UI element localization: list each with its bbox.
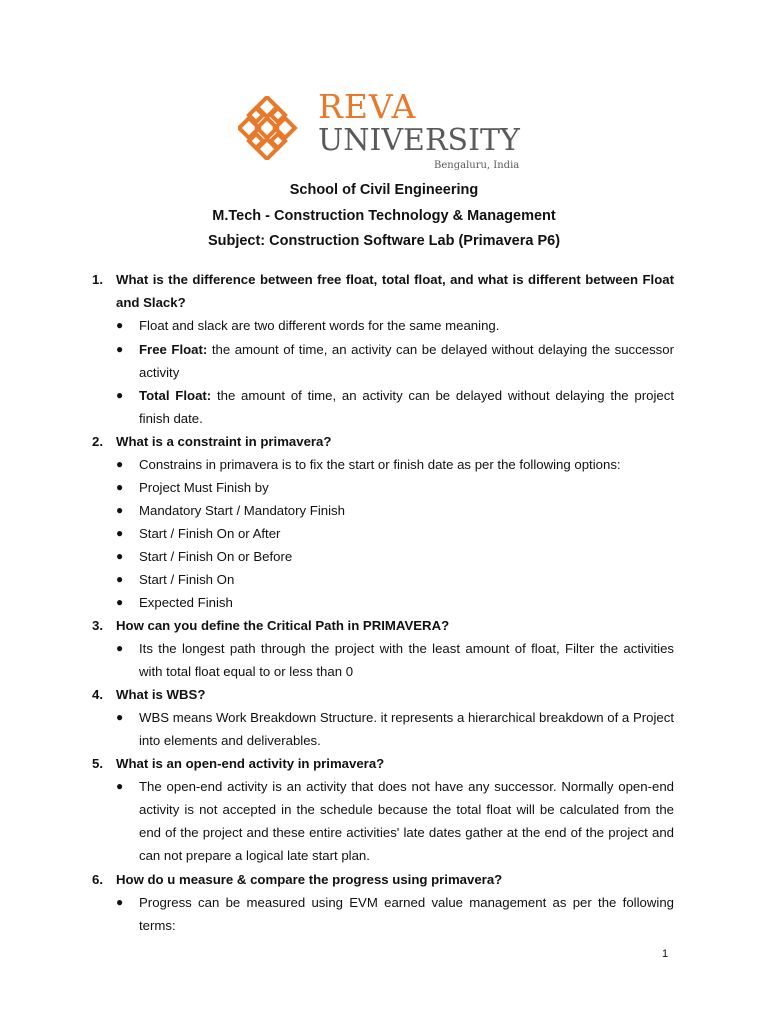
university-logo: [238, 88, 534, 176]
bullet-icon: ●: [116, 388, 124, 402]
list-item: [116, 775, 674, 867]
bullet-icon: ●: [116, 779, 124, 793]
subject-title: Subject: Construction Software Lab (Primavera P6): [207, 233, 561, 249]
bullet-text: the amount of time, an activity can be delayed without delaying the successor activity: [139, 342, 674, 380]
bullet-text: Progress can be measured using EVM earned value management as per the following terms:: [139, 895, 674, 933]
question-5: [92, 752, 674, 775]
question-text: How can you define the Critical Path in PRIMAVERA?: [116, 618, 450, 633]
bullet-icon: ●: [116, 526, 124, 540]
logo-location: Bengaluru, India: [434, 160, 520, 171]
question-text: How do u measure & compare the progress using primavera?: [116, 872, 503, 887]
bullet-icon: ●: [116, 503, 124, 517]
question-text: What is a constraint in primavera?: [116, 434, 332, 449]
list-item: [116, 706, 674, 752]
bullet-text: Expected Finish: [139, 595, 233, 610]
question-1: [92, 268, 674, 314]
bullet-text: Mandatory Start / Mandatory Finish: [139, 503, 345, 518]
bullet-text: Its the longest path through the project with the least amount of float, Filter the activities with total float equal to or less than 0: [139, 641, 674, 679]
bullet-text: Project Must Finish by: [139, 480, 269, 495]
question-2: [92, 430, 674, 453]
bullet-icon: ●: [116, 342, 124, 356]
list-item: [116, 338, 674, 384]
question-number: 6.: [92, 872, 103, 887]
list-item: [116, 891, 674, 937]
page-number: 1: [662, 948, 669, 960]
list-item: [116, 384, 674, 430]
bullet-text: Start / Finish On or Before: [139, 549, 293, 564]
question-number: 3.: [92, 618, 103, 633]
question-number: 1.: [92, 272, 103, 287]
bullet-icon: ●: [116, 595, 124, 609]
list-item: [116, 591, 674, 614]
bullet-icon: ●: [116, 549, 124, 563]
bullet-icon: ●: [116, 457, 124, 471]
question-text: What is WBS?: [116, 687, 206, 702]
bullet-icon: ●: [116, 895, 124, 909]
bullet-text: WBS means Work Breakdown Structure. it represents a hierarchical breakdown of a Project into elements and deliverables.: [139, 710, 674, 748]
school-name: School of Civil Engineering: [289, 182, 479, 198]
bullet-icon: ●: [116, 572, 124, 586]
bullet-text: Start / Finish On: [139, 572, 235, 587]
bullet-text: Start / Finish On or After: [139, 526, 281, 541]
term-label: Total Float:: [139, 388, 212, 403]
question-number: 2.: [92, 434, 103, 449]
bullet-text: Float and slack are two different words for the same meaning.: [139, 318, 500, 333]
knot-emblem-icon: [238, 96, 302, 160]
bullet-icon: ●: [116, 641, 124, 655]
term-label: Free Float:: [139, 342, 208, 357]
logo-word-university: UNIVERSITY: [318, 123, 520, 158]
list-item: [116, 522, 674, 545]
list-item: [116, 476, 674, 499]
bullet-text: Constrains in primavera is to fix the start or finish date as per the following options:: [139, 457, 621, 472]
question-number: 4.: [92, 687, 103, 702]
question-6: [92, 868, 674, 891]
bullet-text: The open-end activity is an activity that does not have any successor. Normally open-end activity is not accepted in the schedule because the total float will be calculated from the end of the project and these entire activities' late dates gather at the end of the project and can not prepare a logical late start plan.: [139, 779, 674, 863]
question-3: [92, 614, 674, 637]
list-item: [116, 545, 674, 568]
question-number: 5.: [92, 756, 103, 771]
list-item: [116, 637, 674, 683]
question-text: What is the difference between free float, total float, and what is different between Float and Slack?: [116, 272, 674, 310]
list-item: [116, 499, 674, 522]
question-text: What is an open-end activity in primavera?: [116, 756, 385, 771]
question-4: [92, 683, 674, 706]
bullet-icon: ●: [116, 710, 124, 724]
bullet-text: the amount of time, an activity can be delayed without delaying the project finish date.: [139, 388, 674, 426]
list-item: [116, 314, 674, 337]
bullet-icon: ●: [116, 480, 124, 494]
logo-word-reva: REVA: [318, 87, 417, 126]
program-name: M.Tech - Construction Technology & Management: [212, 208, 556, 224]
bullet-icon: ●: [116, 318, 124, 332]
list-item: [116, 568, 674, 591]
list-item: [116, 453, 674, 476]
